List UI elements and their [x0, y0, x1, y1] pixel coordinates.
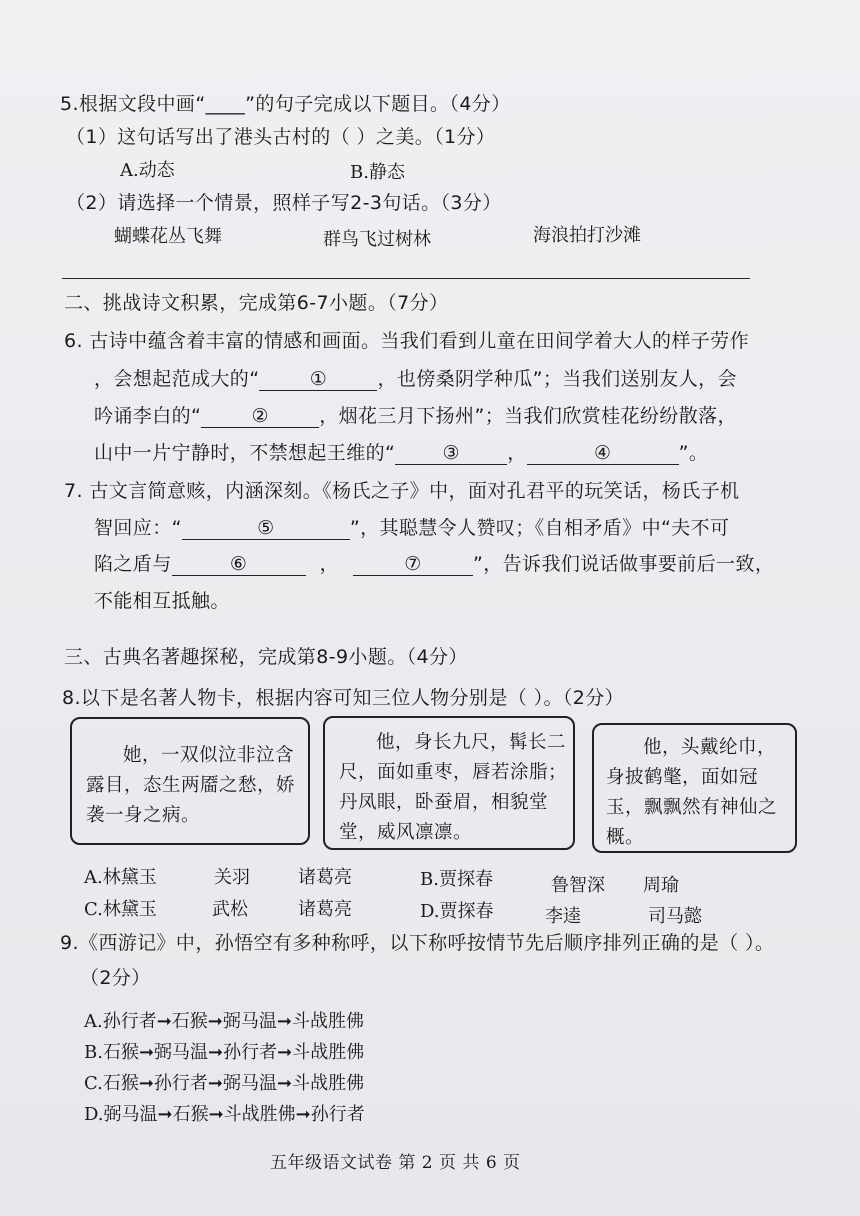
blank-1[interactable]: ①: [259, 368, 377, 391]
q7-line-2-text-a: 智回应：“: [94, 517, 182, 539]
q9-score: （2分）: [80, 967, 151, 989]
character-card-2: [323, 716, 575, 850]
q6-line-2-text-a: ，会想起范成大的“: [94, 368, 260, 390]
q5-option-a: A.动态: [120, 160, 175, 181]
q6-line-4-sep: ，: [507, 442, 527, 464]
card-1-text: 她，一双似泣非泣含露目，态生两靥之愁，娇袭一身之病。: [86, 745, 296, 826]
q6-line-4: [94, 440, 708, 466]
answer-line: [62, 278, 750, 279]
q7-line-3-text-a: 陷之盾与: [94, 553, 172, 575]
q9-option-b: B.石猴➞弼马温➞孙行者➞斗战胜佛: [84, 1042, 365, 1063]
q6-line-4-text-a: 山中一片宁静时，不禁想起王维的“: [94, 442, 396, 464]
q8-option-c: C.林黛玉: [84, 899, 157, 920]
blank-5[interactable]: ⑤: [182, 517, 350, 540]
q8-option-b-c3: 周瑜: [643, 875, 679, 896]
q7-line-1: 7. 古文言简意赅，内涵深刻。《杨氏之子》中，面对孔君平的玩笑话，杨氏子机: [64, 480, 740, 502]
q5-scene-2: 群鸟飞过树林: [323, 229, 431, 250]
section-2-heading: 二、挑战诗文积累，完成第6-7小题。（7分）: [64, 292, 449, 314]
q5-sub1: （1）这句话写出了港头古村的（ ）之美。（1分）: [66, 126, 496, 148]
q6-line-1: 6. 古诗中蕴含着丰富的情感和画面。当我们看到儿童在田间学着大人的样子劳作: [64, 330, 749, 352]
q5-sub2: （2）请选择一个情景，照样子写2-3句话。（3分）: [66, 192, 502, 214]
q5-scene-3: 海浪拍打沙滩: [533, 225, 641, 246]
q7-line-2-text-b: ”，其聪慧令人赞叹；《自相矛盾》中“夫不可: [349, 517, 730, 539]
q7-line-3-sep: ，: [319, 553, 340, 575]
q8-option-c-c2: 武松: [212, 899, 248, 920]
q6-line-3-text-a: 吟诵李白的“: [94, 405, 202, 427]
q5-option-b: B.静态: [350, 162, 405, 183]
q8-stem: 8.以下是名著人物卡，根据内容可知三位人物分别是（ ）。（2分）: [62, 687, 625, 709]
character-card-1: [70, 717, 310, 845]
card-2-text: 他，身长九尺，髯长二尺，面如重枣，唇若涂脂；丹凤眼，卧蚕眉，相貌堂堂，威风凛凛。: [339, 732, 568, 843]
q6-line-4-text-b: ”。: [678, 442, 709, 464]
q9-stem: 9.《西游记》中，孙悟空有多种称呼，以下称呼按情节先后顺序排列正确的是（ ）。: [60, 932, 775, 954]
q9-option-a: A.孙行者➞石猴➞弼马温➞斗战胜佛: [84, 1011, 364, 1032]
q7-line-3-text-b: ”，告诉我们说话做事要前后一致，: [473, 553, 775, 575]
q8-option-d: D.贾探春: [420, 901, 494, 922]
q6-line-3-text-b: ，烟花三月下扬州”；当我们欣赏桂花纷纷散落，: [319, 405, 737, 427]
q8-option-a-c3: 诸葛亮: [298, 867, 352, 888]
blank-2[interactable]: ②: [201, 405, 319, 428]
q8-option-d-c3: 司马懿: [648, 906, 702, 927]
q5-scene-1: 蝴蝶花丛飞舞: [114, 226, 222, 247]
character-card-3: [592, 723, 797, 853]
blank-3[interactable]: ③: [395, 442, 507, 465]
q6-line-3: [94, 403, 737, 429]
q7-line-3: [94, 551, 774, 577]
q9-option-c: C.石猴➞孙行者➞弼马温➞斗战胜佛: [84, 1073, 365, 1094]
blank-7[interactable]: ⑦: [353, 553, 473, 576]
q8-option-b-c2: 鲁智深: [551, 875, 605, 896]
blank-6[interactable]: ⑥: [172, 553, 306, 576]
page-footer: 五年级语文试卷 第 2 页 共 6 页: [270, 1153, 521, 1173]
q8-option-d-c2: 李逵: [545, 906, 581, 927]
q7-line-2: [94, 515, 729, 541]
section-3-heading: 三、古典名著趣探秘，完成第8-9小题。（4分）: [64, 646, 468, 668]
card-3-text: 他，头戴纶巾，身披鹤氅，面如冠玉，飘飘然有神仙之概。: [606, 737, 778, 848]
q6-line-2: [94, 366, 737, 392]
q7-line-4: 不能相互抵触。: [94, 590, 230, 612]
q6-line-2-text-b: ，也傍桑阴学种瓜”；当我们送别友人，会: [377, 368, 737, 390]
q8-option-b: B.贾探春: [420, 869, 493, 890]
q8-option-a: A.林黛玉: [84, 867, 157, 888]
q5-stem: 5.根据文段中画“____”的句子完成以下题目。（4分）: [60, 93, 511, 115]
q8-option-c-c3: 诸葛亮: [298, 899, 352, 920]
q8-option-a-c2: 关羽: [214, 867, 250, 888]
q9-option-d: D.弼马温➞石猴➞斗战胜佛➞孙行者: [84, 1104, 365, 1125]
blank-4[interactable]: ④: [527, 442, 679, 465]
